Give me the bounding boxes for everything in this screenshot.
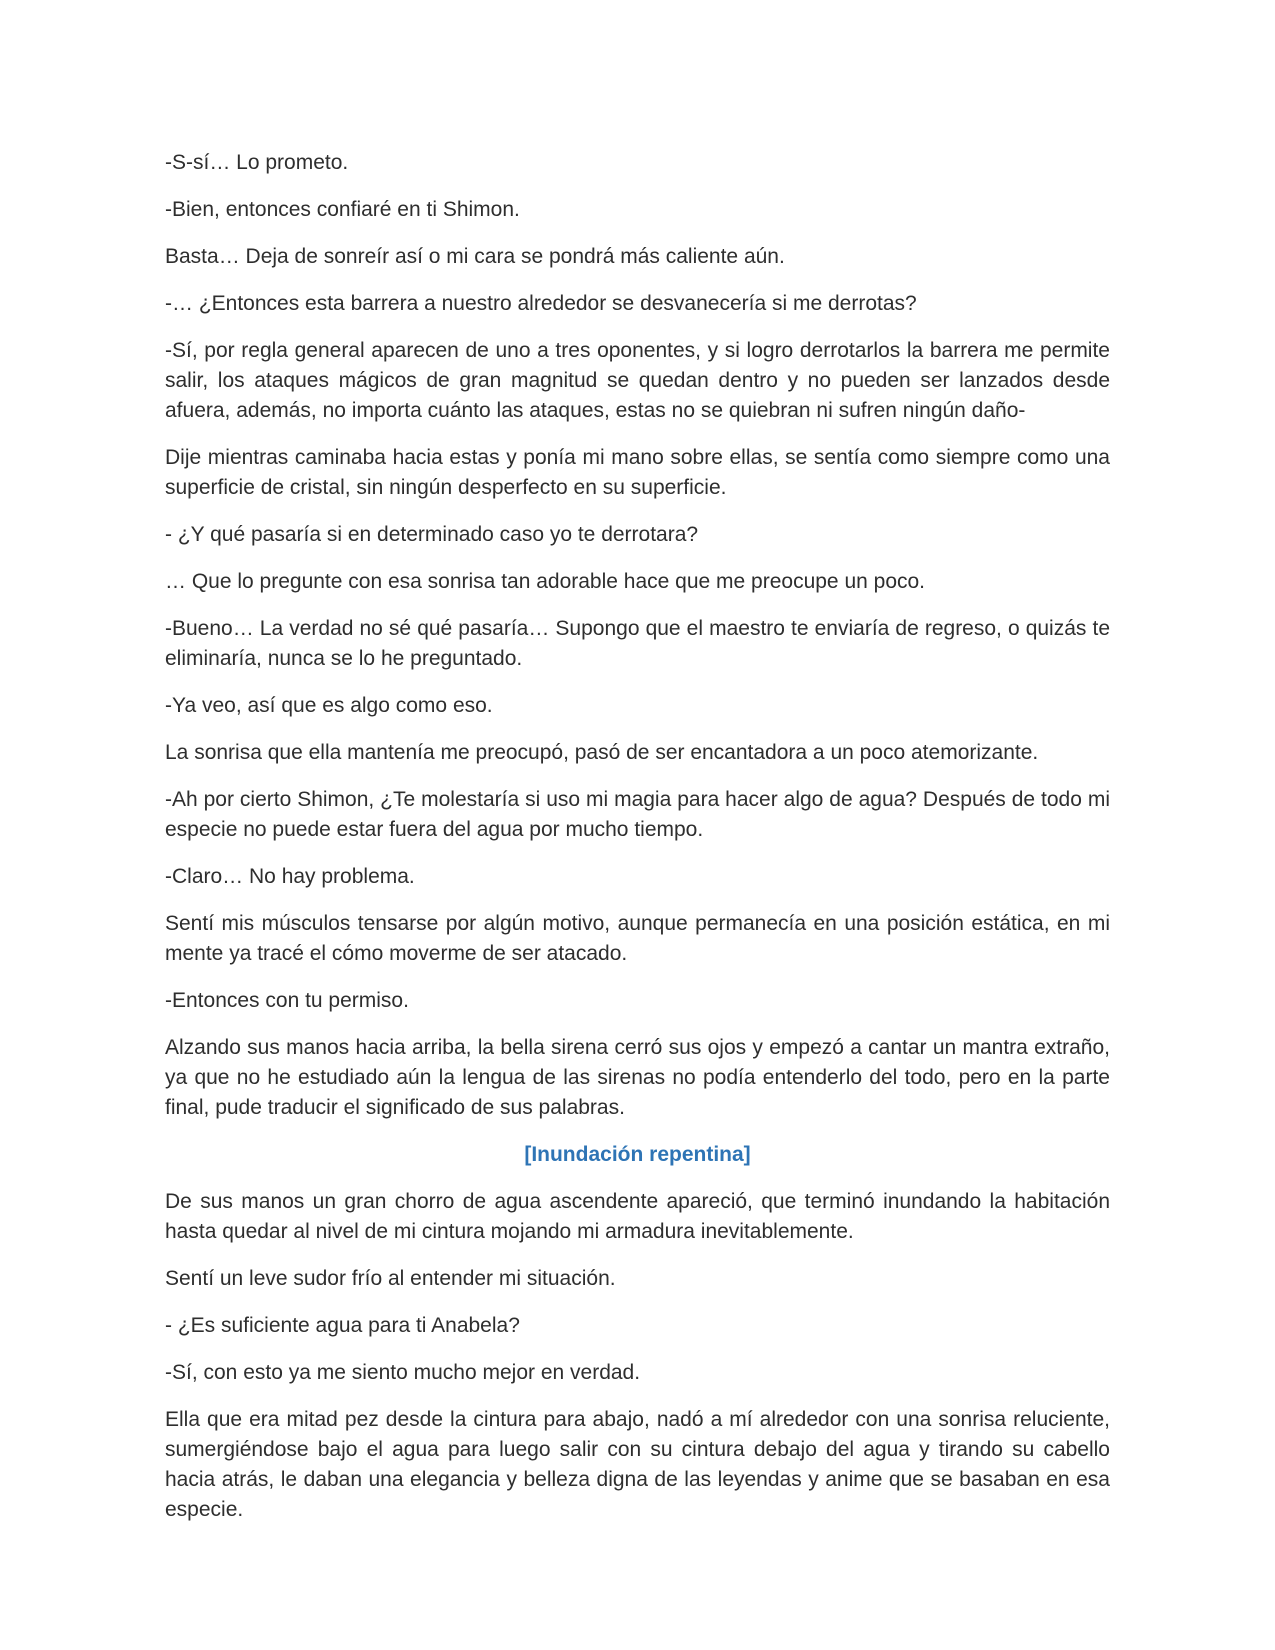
paragraph: -Sí, con esto ya me siento mucho mejor en verdad. [165,1361,641,1384]
spell-name-heading: [Inundación repentina] [524,1143,751,1166]
paragraph: -S-sí… Lo prometo. [165,151,349,174]
paragraph: - ¿Y qué pasaría si en determinado caso yo te derrotara? [165,523,699,546]
paragraph: Sentí mis músculos tensarse por algún motivo, aunque permanecía en una posición estática, en mi mente ya tracé el cómo moverme de ser atacado. [165,912,1110,965]
paragraph: De sus manos un gran chorro de agua ascendente apareció, que terminó inundando la habitación hasta quedar al nivel de mi cintura mojando mi armadura inevitablemente. [165,1190,1110,1243]
paragraph: … Que lo pregunte con esa sonrisa tan adorable hace que me preocupe un poco. [165,570,926,593]
paragraph: -Ah por cierto Shimon, ¿Te molestaría si uso mi magia para hacer algo de agua? Después de todo mi especie no puede estar fuera del agua por mucho tiempo. [165,788,1110,841]
paragraph: - ¿Es suficiente agua para ti Anabela? [165,1314,520,1337]
paragraph: -Entonces con tu permiso. [165,989,409,1012]
paragraph: Dije mientras caminaba hacia estas y ponía mi mano sobre ellas, se sentía como siempre como una superficie de cristal, sin ningún desperfecto en su superficie. [165,446,1110,499]
paragraph: -… ¿Entonces esta barrera a nuestro alrededor se desvanecería si me derrotas? [165,292,917,315]
paragraph: -Ya veo, así que es algo como eso. [165,694,493,717]
paragraph: La sonrisa que ella mantenía me preocupó, pasó de ser encantadora a un poco atemorizante. [165,741,1039,764]
paragraph: Alzando sus manos hacia arriba, la bella sirena cerró sus ojos y empezó a cantar un mantra extraño, ya que no he estudiado aún la lengua de las sirenas no podía entenderlo del todo, pero en la parte final, pude traducir el significado de sus palabras. [165,1036,1110,1119]
paragraph: Sentí un leve sudor frío al entender mi situación. [165,1267,616,1290]
paragraph: Ella que era mitad pez desde la cintura para abajo, nadó a mí alrededor con una sonrisa reluciente, sumergiéndose bajo el agua para luego salir con su cintura debajo del agua y tirando su cabello hacia atrás, le daban una elegancia y belleza digna de las leyendas y anime que se basaban en esa especie. [165,1408,1110,1521]
paragraph: Basta… Deja de sonreír así o mi cara se pondrá más caliente aún. [165,245,785,268]
paragraph: -Bien, entonces confiaré en ti Shimon. [165,198,520,221]
paragraph: -Bueno… La verdad no sé qué pasaría… Supongo que el maestro te enviaría de regreso, o quizás te eliminaría, nunca se lo he preguntado. [165,617,1110,670]
paragraph: -Sí, por regla general aparecen de uno a tres oponentes, y si logro derrotarlos la barrera me permite salir, los ataques mágicos de gran magnitud se quedan dentro y no pueden ser lanzados desde afuera, además, no importa cuánto las ataques, estas no se quiebran ni sufren ningún daño- [165,339,1110,422]
paragraph: -Claro… No hay problema. [165,865,415,888]
